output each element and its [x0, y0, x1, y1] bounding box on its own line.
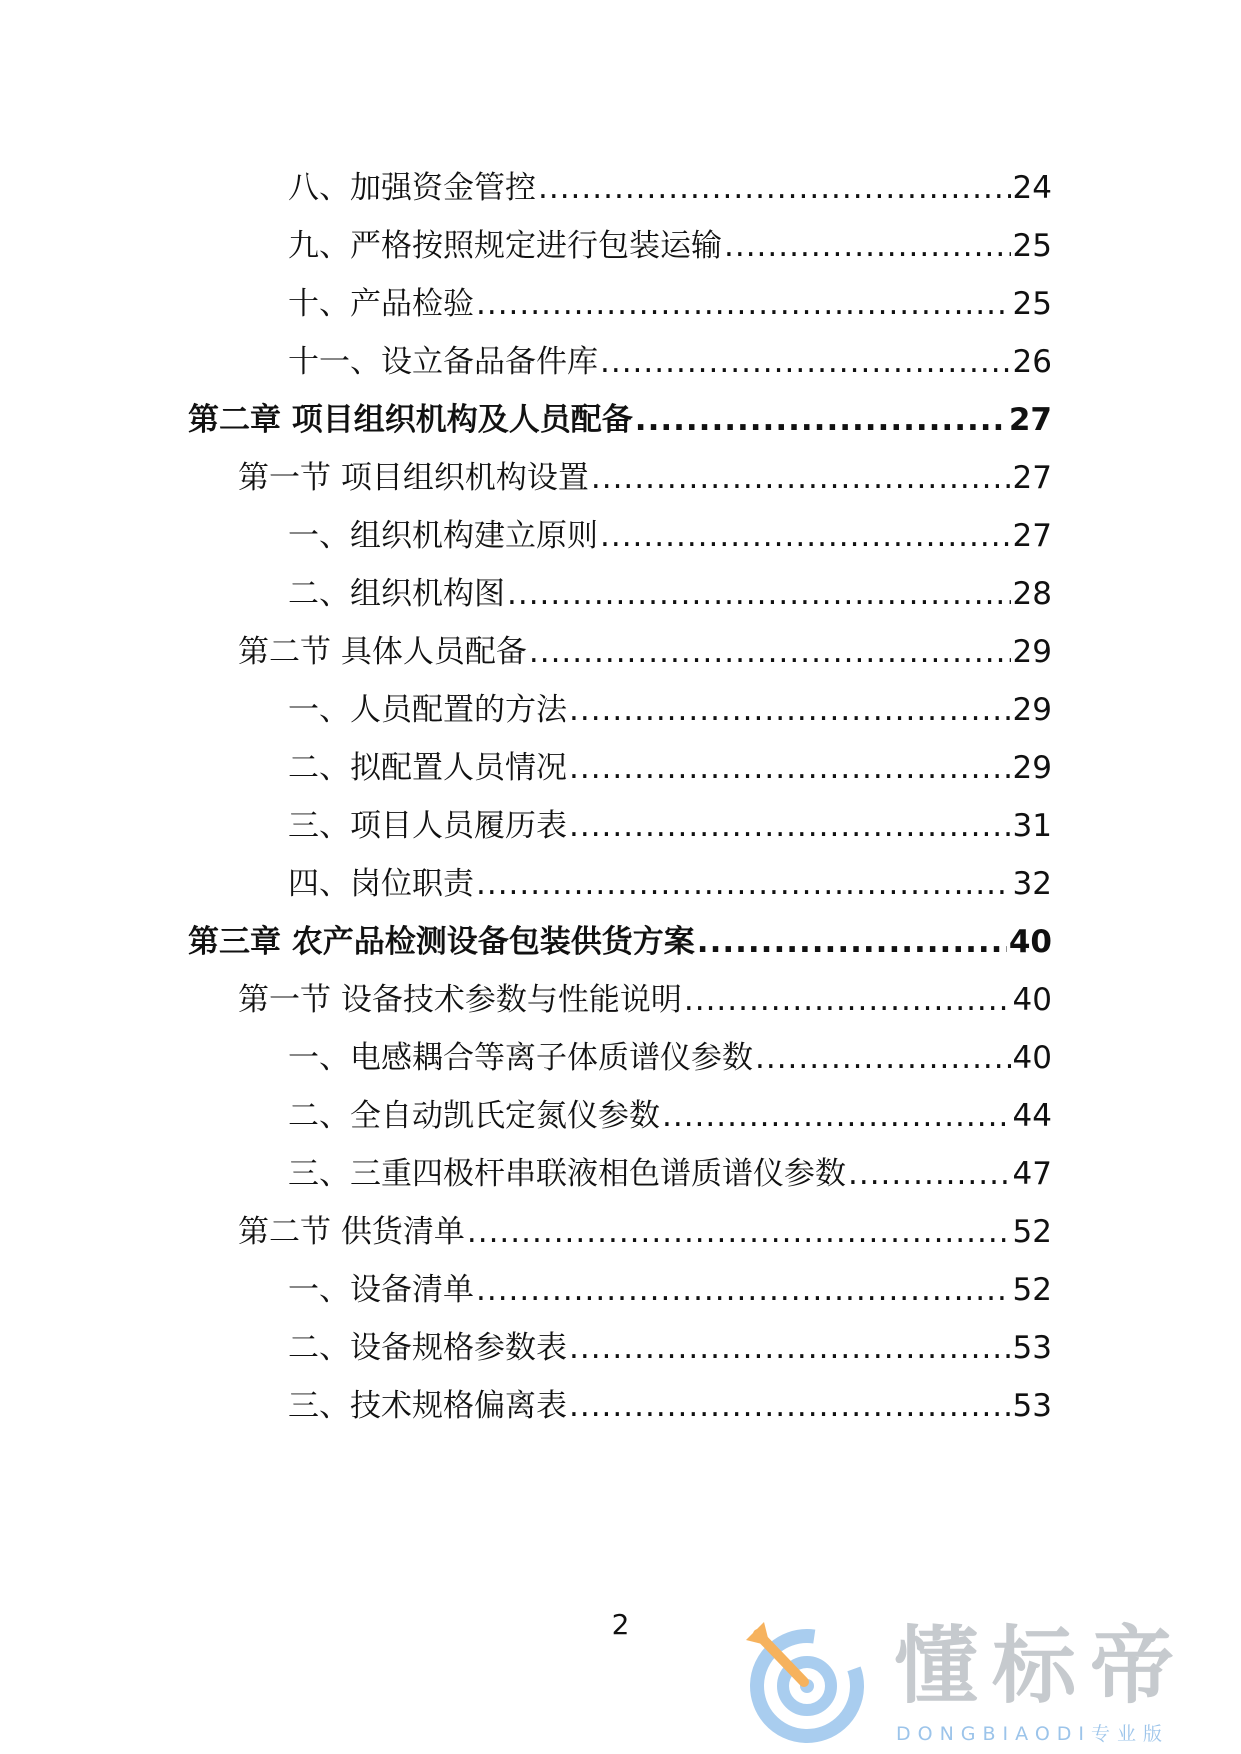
toc-leader-dots [600, 340, 1011, 384]
toc-leader-dots [569, 1326, 1011, 1370]
toc-section-entry[interactable] [238, 456, 1052, 500]
toc-entry-title: 二、全自动凯氏定氮仪参数 [288, 1098, 660, 1134]
toc-leader-dots [538, 166, 1011, 210]
toc-entry[interactable] [288, 282, 1052, 326]
toc-section-entry[interactable] [238, 978, 1052, 1022]
toc-entry[interactable] [288, 862, 1052, 906]
toc-leader-dots [635, 398, 1007, 442]
toc-entry[interactable] [288, 1094, 1052, 1138]
toc-entry-page: 25 [1012, 286, 1052, 322]
watermark-subtitle: DONGBIAODI专业版 [896, 1723, 1170, 1745]
toc-entry[interactable] [288, 1036, 1052, 1080]
toc-entry[interactable] [288, 804, 1052, 848]
toc-chapter-entry[interactable] [188, 920, 1052, 964]
toc-section-entry[interactable] [238, 630, 1052, 674]
toc-entry-page: 47 [1012, 1156, 1052, 1192]
toc-leader-dots [529, 630, 1011, 674]
toc-leader-dots [507, 572, 1011, 616]
toc-entry-title: 四、岗位职责 [288, 866, 474, 902]
toc-leader-dots [684, 978, 1011, 1022]
toc-entry-page: 53 [1012, 1388, 1052, 1424]
toc-entry-title: 二、拟配置人员情况 [288, 750, 567, 786]
toc-entry-title: 第二节 具体人员配备 [238, 634, 527, 670]
toc-entry-title: 第三章 农产品检测设备包装供货方案 [188, 924, 695, 960]
toc-entry[interactable] [288, 1152, 1052, 1196]
toc-entry[interactable] [288, 572, 1052, 616]
toc-section-entry[interactable] [238, 1210, 1052, 1254]
toc-entry-title: 第二节 供货清单 [238, 1214, 465, 1250]
toc-entry-title: 八、加强资金管控 [288, 170, 536, 206]
toc-leader-dots [569, 1384, 1011, 1428]
toc-entry[interactable] [288, 1326, 1052, 1370]
toc-leader-dots [569, 746, 1011, 790]
toc-entry-title: 十一、设立备品备件库 [288, 344, 598, 380]
toc-entry-title: 一、设备清单 [288, 1272, 474, 1308]
watermark-brand: 懂标帝 [894, 1617, 1189, 1715]
toc-entry-page: 27 [1012, 460, 1052, 496]
toc-entry-page: 25 [1012, 228, 1052, 264]
toc-entry-page: 31 [1012, 808, 1052, 844]
toc-entry-page: 27 [1012, 518, 1052, 554]
toc-entry-page: 24 [1012, 170, 1052, 206]
toc-leader-dots [476, 1268, 1011, 1312]
toc-chapter-entry[interactable] [188, 398, 1052, 442]
toc-entry-title: 九、严格按照规定进行包装运输 [288, 228, 722, 264]
toc-entry[interactable] [288, 688, 1052, 732]
toc-entry-page: 40 [1008, 924, 1052, 960]
toc-entry-page: 27 [1008, 402, 1052, 438]
toc-leader-dots [476, 282, 1011, 326]
toc-entry-page: 29 [1012, 692, 1052, 728]
toc-leader-dots [724, 224, 1011, 268]
toc-entry-title: 第二章 项目组织机构及人员配备 [188, 402, 633, 438]
toc-entry-title: 一、人员配置的方法 [288, 692, 567, 728]
toc-entry[interactable] [288, 1384, 1052, 1428]
toc-entry-page: 32 [1012, 866, 1052, 902]
toc-entry-title: 三、项目人员履历表 [288, 808, 567, 844]
toc-entry[interactable] [288, 340, 1052, 384]
toc-entry-page: 52 [1012, 1272, 1052, 1308]
toc-entry[interactable] [288, 224, 1052, 268]
toc-entry-title: 第一节 项目组织机构设置 [238, 460, 589, 496]
toc-entry-title: 一、组织机构建立原则 [288, 518, 598, 554]
toc-leader-dots [662, 1094, 1011, 1138]
toc-leader-dots [697, 920, 1007, 964]
toc-entry-title: 十、产品检验 [288, 286, 474, 322]
toc-leader-dots [569, 688, 1011, 732]
toc-entry[interactable] [288, 1268, 1052, 1312]
page-number: 2 [611, 1608, 630, 1641]
toc-entry-title: 二、设备规格参数表 [288, 1330, 567, 1366]
toc-entry-title: 一、电感耦合等离子体质谱仪参数 [288, 1040, 753, 1076]
toc-entry[interactable] [288, 166, 1052, 210]
toc-entry-title: 二、组织机构图 [288, 576, 505, 612]
toc-entry[interactable] [288, 514, 1052, 558]
toc-leader-dots [755, 1036, 1011, 1080]
toc-entry-page: 53 [1012, 1330, 1052, 1366]
toc-entry-page: 40 [1012, 1040, 1052, 1076]
target-arrow-icon [744, 1620, 870, 1746]
toc-entry-page: 29 [1012, 750, 1052, 786]
toc-leader-dots [467, 1210, 1011, 1254]
watermark [744, 1618, 1214, 1748]
toc-leader-dots [600, 514, 1011, 558]
toc-entry-page: 52 [1012, 1214, 1052, 1250]
toc-entry-title: 三、三重四极杆串联液相色谱质谱仪参数 [288, 1156, 846, 1192]
toc-leader-dots [569, 804, 1011, 848]
toc-entry-page: 44 [1012, 1098, 1052, 1134]
toc-entry-page: 40 [1012, 982, 1052, 1018]
toc-leader-dots [848, 1152, 1011, 1196]
toc-entry-title: 三、技术规格偏离表 [288, 1388, 567, 1424]
toc-entry-title: 第一节 设备技术参数与性能说明 [238, 982, 682, 1018]
toc-entry-page: 28 [1012, 576, 1052, 612]
toc-leader-dots [476, 862, 1011, 906]
toc-entry-page: 29 [1012, 634, 1052, 670]
toc-entry[interactable] [288, 746, 1052, 790]
toc-entry-page: 26 [1012, 344, 1052, 380]
toc-leader-dots [591, 456, 1011, 500]
